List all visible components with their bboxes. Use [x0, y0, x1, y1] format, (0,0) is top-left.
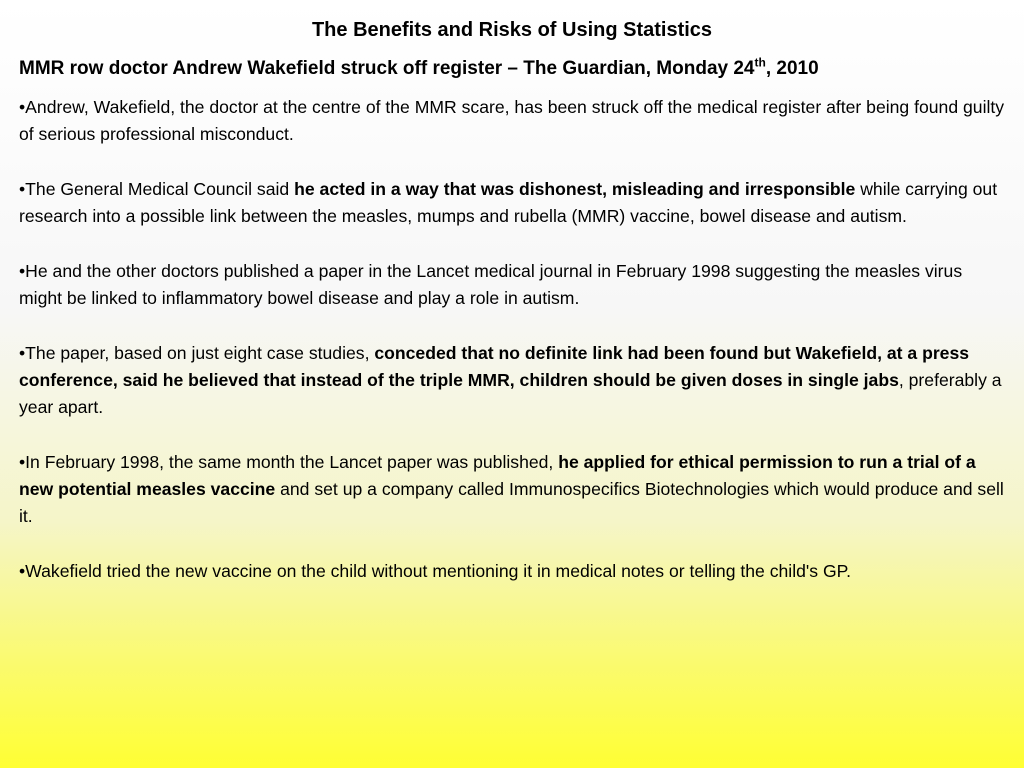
bullet-item — [19, 176, 1009, 231]
bullet-text: In February 1998, the same month the Lancet paper was published, — [25, 451, 559, 472]
bullet-marker: • — [19, 178, 26, 199]
bullet-emphasis: conceded that no definite link had been found but Wakefield, at a press conference, said he believed that instead of the triple MMR, children should be given doses in single jabs — [19, 342, 970, 390]
bullet-text: Andrew, Wakefield, the doctor at the centre of the MMR scare, has been struck off the medical register after being found guilty of serious professional misconduct. — [19, 97, 1005, 145]
headline-year: , 2010 — [765, 58, 819, 79]
bullet-item — [19, 94, 1009, 149]
headline-superscript: th — [754, 55, 766, 70]
bullet-marker: • — [19, 342, 26, 363]
bullet-text: The General Medical Council said — [25, 178, 295, 199]
bullet-text: , preferably a year apart. — [19, 369, 1002, 418]
slide-title: The Benefits and Risks of Using Statistics — [311, 19, 713, 41]
bullet-marker: • — [19, 260, 26, 281]
headline-text: MMR row doctor Andrew Wakefield struck off register – The Guardian, Monday 24 — [19, 58, 755, 79]
bullet-emphasis: he acted in a way that was dishonest, misleading and irresponsible — [294, 178, 856, 199]
bullet-item — [19, 449, 1009, 531]
bullet-marker: • — [19, 561, 26, 582]
bullet-text: The paper, based on just eight case studies, — [25, 342, 375, 363]
article-headline — [19, 55, 1009, 83]
bullet-text: He and the other doctors published a paper in the Lancet medical journal in February 1998 suggesting the measles virus might be linked to inflammatory bowel disease and play a role in autism. — [19, 260, 963, 309]
bullet-marker: • — [19, 97, 26, 117]
bullet-text: while carrying out research into a possible link between the measles, mumps and rubella (MMR) vaccine, bowel disease and autism. — [19, 178, 998, 227]
bullet-item — [19, 558, 1009, 585]
bullet-emphasis: he applied for ethical permission to run a trial of a new potential measles vaccine — [19, 451, 976, 500]
bullet-item — [19, 340, 1009, 422]
bullet-item — [19, 258, 1009, 313]
bullet-list — [19, 94, 1009, 613]
bullet-marker: • — [19, 451, 26, 472]
bullet-text: and set up a company called Immunospecifics Biotechnologies which would produce and sell it. — [19, 479, 1004, 527]
bullet-text: Wakefield tried the new vaccine on the child without mentioning it in medical notes or telling the child's GP. — [25, 561, 851, 582]
